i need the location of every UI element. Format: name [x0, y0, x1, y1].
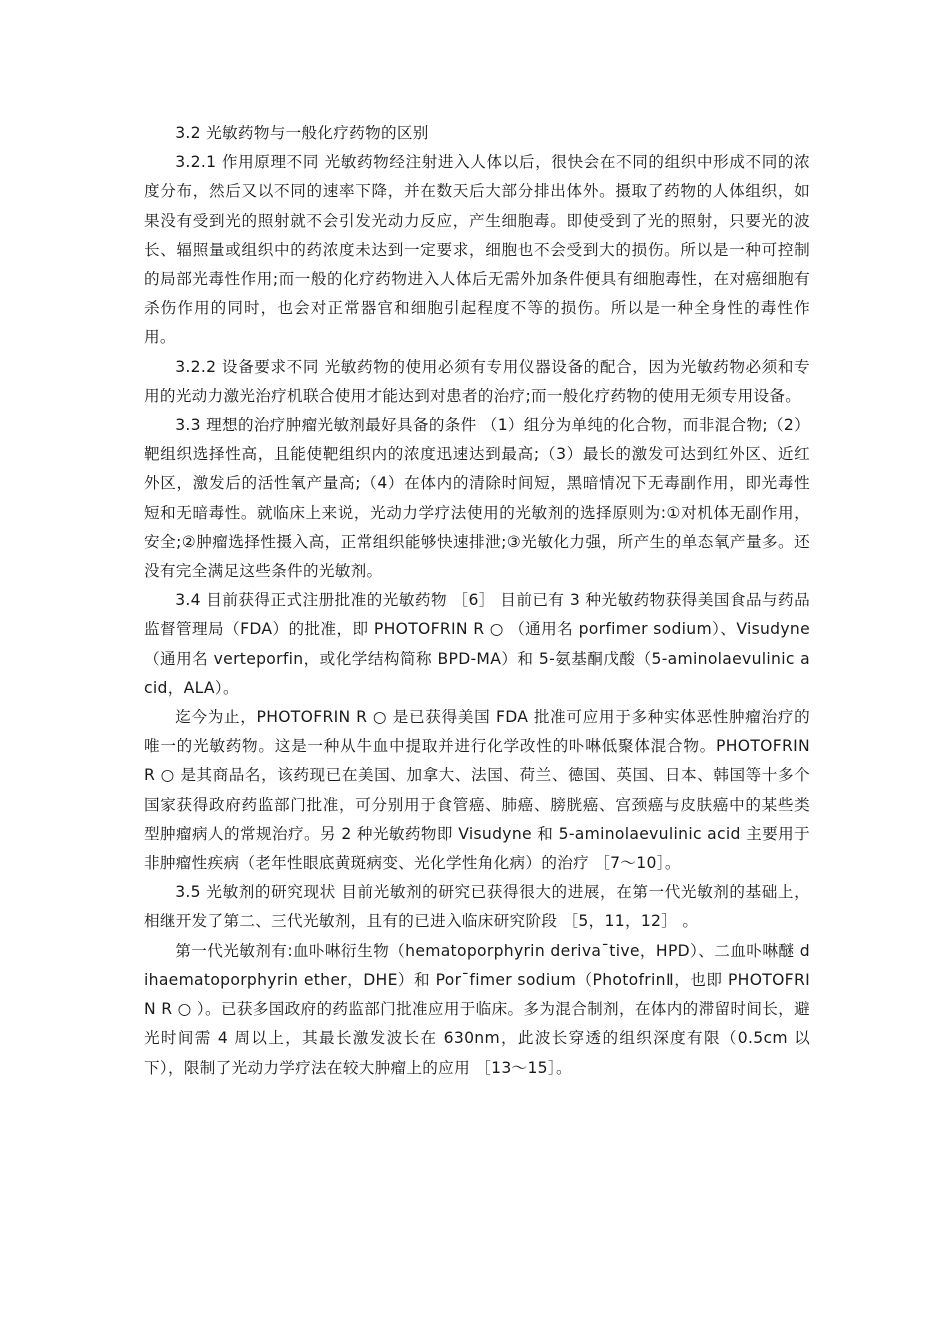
- paragraph-3-5: 3.5 光敏剂的研究现状 目前光敏剂的研究已获得很大的进展，在第一代光敏剂的基础上，相继开发了第二、三代光敏剂，且有的已进入临床研究阶段 ［5，11，12］ 。: [144, 883, 810, 931]
- paragraph-3-2-2: 3.2.2 设备要求不同 光敏药物的使用必须有专用仪器设备的配合，因为光敏药物必须和专用的光动力激光治疗机联合使用才能达到对患者的治疗;而一般化疗药物的使用无须专用设备。: [144, 357, 810, 405]
- paragraph-3-3: 3.3 理想的治疗肿瘤光敏剂最好具备的条件 （1）组分为单纯的化合物，而非混合物;（2）靶组织选择性高，且能使靶组织内的浓度迅速达到最高;（3）最长的激发可达到红外区、近红外区，激发后的活性氧产量高;（4）在体内的清除时间短，黑暗情况下无毒副作用，即光毒性短和无暗毒性。就临床上来说，光动力学疗法使用的光敏剂的选择原则为:①对机体无副作用，安全;②肿瘤选择性摄入高，正常组织能够快速排泄;③光敏化力强，所产生的单态氧产量多。还没有完全满足这些条件的光敏剂。: [144, 416, 810, 581]
- paragraph-first-generation: 第一代光敏剂有:血卟啉衍生物（hematoporphyrin deriva¯tive，HPD）、二血卟啉醚 dihaematoporphyrin ether，DHE）和 Por¯fimer sodium（PhotofrinⅡ，也即 PHOTOFRIN R ○ ）。已获多国政府的药监部门批准应用于临床。多为混合制剂，在体内的滞留时间长，避光时间需 4 周以上，其最长激发波长在 630nm，此波长穿透的组织深度有限（0.5cm 以下），限制了光动力学疗法在较大肿瘤上的应用 ［13～15］。: [144, 941, 810, 1077]
- section-heading-3-2: 3.2 光敏药物与一般化疗药物的区别: [175, 124, 429, 142]
- document-page: [144, 119, 810, 1083]
- paragraph-photofrin: 迄今为止，PHOTOFRIN R ○ 是已获得美国 FDA 批准可应用于多种实体恶性肿瘤治疗的唯一的光敏药物。这是一种从牛血中提取并进行化学改性的卟啉低聚体混合物。PHOTOFRIN R ○ 是其商品名，该药现已在美国、加拿大、法国、荷兰、德国、英国、日本、韩国等十多个国家获得政府药监部门批准，可分别用于食管癌、肺癌、膀胱癌、宫颈癌与皮肤癌中的某些类型肿瘤病人的常规治疗。另 2 种光敏药物即 Visudyne 和 5-aminolaevulinic acid 主要用于非肿瘤性疾病（老年性眼底黄斑病变、光化学性角化病）的治疗 ［7～10］。: [144, 708, 810, 873]
- paragraph-3-2-1: 3.2.1 作用原理不同 光敏药物经注射进入人体以后，很快会在不同的组织中形成不同的浓度分布，然后又以不同的速率下降，并在数天后大部分排出体外。摄取了药物的人体组织，如果没有受到光的照射就不会引发光动力反应，产生细胞毒。即使受到了光的照射，只要光的波长、辐照量或组织中的药浓度未达到一定要求，细胞也不会受到大的损伤。所以是一种可控制的局部光毒性作用;而一般的化疗药物进入人体后无需外加条件便具有细胞毒性，在对癌细胞有杀伤作用的同时，也会对正常器官和细胞引起程度不等的损伤。所以是一种全身性的毒性作用。: [144, 153, 810, 347]
- paragraph-3-4: 3.4 目前获得正式注册批准的光敏药物 ［6］ 目前已有 3 种光敏药物获得美国食品与药品监督管理局（FDA）的批准，即 PHOTOFRIN R ○ （通用名 porfimer sodium）、Visudyne（通用名 verteporfin，或化学结构简称 BPD-MA）和 5-氨基酮戊酸（5-aminolaevulinic acid，ALA）。: [144, 591, 810, 697]
